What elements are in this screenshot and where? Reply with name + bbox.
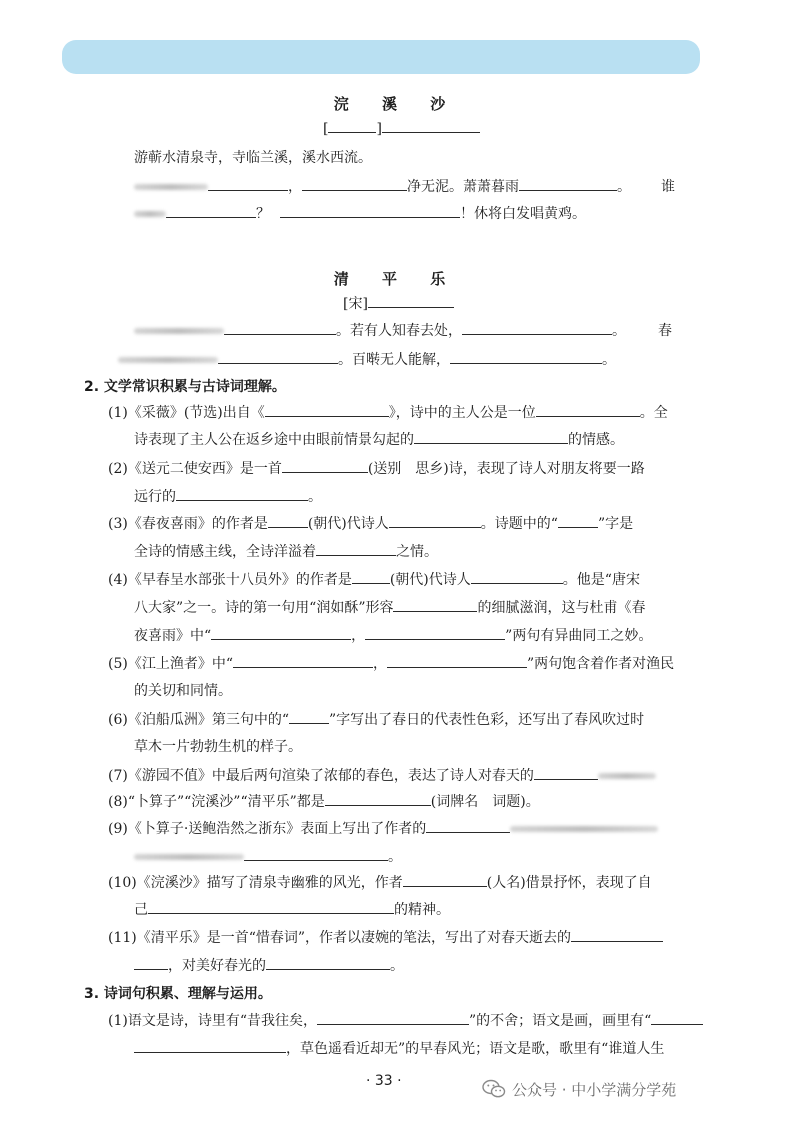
answer-blank[interactable] bbox=[651, 1010, 703, 1025]
question-10-cont: 己 的精神。 bbox=[134, 899, 450, 920]
page-number: · 33 · bbox=[366, 1073, 402, 1089]
answer-blank[interactable] bbox=[166, 203, 256, 218]
answer-blank[interactable] bbox=[414, 429, 568, 444]
watermark bbox=[482, 1078, 676, 1100]
question-11-cont: ，对美好春光的 。 bbox=[134, 955, 404, 976]
answer-blank[interactable] bbox=[134, 1038, 286, 1053]
answer-blank[interactable] bbox=[365, 625, 505, 640]
answer-blank[interactable] bbox=[389, 513, 481, 528]
answer-blank[interactable] bbox=[266, 955, 390, 970]
answer-blank[interactable] bbox=[519, 176, 617, 191]
poem1-line-1: ， 净无泥。萧萧暮雨 。 谁 bbox=[134, 176, 675, 197]
answer-blank[interactable] bbox=[233, 653, 373, 668]
answer-blank[interactable] bbox=[302, 176, 407, 191]
question-3: (3)《春夜喜雨》的作者是 (朝代)代诗人 。诗题中的“ ”字是 bbox=[108, 513, 633, 534]
question-6: (6)《泊船瓜洲》第三句中的“ ”字写出了春日的代表性色彩，还写出了春风吹过时 bbox=[108, 709, 644, 730]
author-line-1: [ ] bbox=[323, 118, 480, 139]
question-3-cont: 全诗的情感主线，全诗洋溢着 之情。 bbox=[134, 541, 438, 562]
answer-blank[interactable] bbox=[317, 1010, 469, 1025]
answer-blank[interactable] bbox=[176, 486, 308, 501]
header-banner bbox=[62, 40, 700, 74]
answer-blank[interactable] bbox=[265, 402, 389, 417]
section-heading-3: 3. 诗词句积累、理解与运用。 bbox=[84, 986, 272, 1002]
answer-blank[interactable] bbox=[571, 927, 663, 942]
blurred-text bbox=[118, 357, 218, 363]
answer-blank[interactable] bbox=[134, 955, 168, 970]
question-7: (7)《游园不值》中最后两句渲染了浓郁的春色，表达了诗人对春天的 bbox=[108, 765, 656, 786]
answer-blank[interactable] bbox=[387, 653, 527, 668]
poem2-line-1: 。若有人知春去处， 。 春 bbox=[134, 320, 672, 341]
answer-blank[interactable] bbox=[244, 846, 388, 861]
blurred-text bbox=[510, 826, 658, 832]
answer-blank[interactable] bbox=[352, 569, 390, 584]
wechat-icon bbox=[482, 1079, 506, 1099]
answer-blank[interactable] bbox=[426, 818, 510, 833]
answer-blank[interactable] bbox=[218, 349, 338, 364]
poem1-preface: 游蕲水清泉寺，寺临兰溪，溪水西流。 bbox=[134, 150, 372, 166]
author-blank[interactable] bbox=[368, 293, 454, 308]
question-3-1: (1)语文是诗，诗里有“昔我往矣， ”的不舍；语文是画，画里有“ bbox=[108, 1010, 703, 1031]
answer-blank[interactable] bbox=[462, 320, 612, 335]
answer-blank[interactable] bbox=[403, 872, 487, 887]
question-4-cont-1: 八大家”之一。诗的第一句用“润如酥”形容 的细腻滋润，这与杜甫《春 bbox=[134, 597, 645, 618]
section-heading-2: 2. 文学常识积累与古诗词理解。 bbox=[84, 379, 286, 395]
author-line-2: [宋] bbox=[343, 293, 454, 314]
answer-blank[interactable] bbox=[280, 203, 460, 218]
blurred-text bbox=[134, 328, 224, 334]
question-4-cont-2: 夜喜雨》中“ ， ”两句有异曲同工之妙。 bbox=[134, 625, 652, 646]
poem1-line-2: ？ ！休将白发唱黄鸡。 bbox=[134, 203, 586, 224]
answer-blank[interactable] bbox=[558, 513, 598, 528]
answer-blank[interactable] bbox=[282, 458, 368, 473]
question-8: (8)“卜算子”“浣溪沙”“清平乐”都是 (词牌名 词题)。 bbox=[108, 791, 540, 812]
answer-blank[interactable] bbox=[325, 791, 431, 806]
question-11: (11)《清平乐》是一首“惜春词”，作者以凄婉的笔法，写出了对春天逝去的 bbox=[108, 927, 663, 948]
dynasty-blank[interactable] bbox=[328, 118, 376, 133]
answer-blank[interactable] bbox=[208, 176, 288, 191]
answer-blank[interactable] bbox=[471, 569, 563, 584]
question-2: (2)《送元二使安西》是一首 (送别 思乡)诗，表现了诗人对朋友将要一路 bbox=[108, 458, 645, 479]
blurred-text bbox=[134, 184, 208, 190]
answer-blank[interactable] bbox=[148, 899, 394, 914]
answer-blank[interactable] bbox=[534, 765, 598, 780]
poem-title-qingpingle: 清 平 乐 bbox=[333, 270, 460, 288]
author-blank[interactable] bbox=[382, 118, 480, 133]
question-5: (5)《江上渔者》中“ ， ”两句饱含着作者对渔民 bbox=[108, 653, 674, 674]
question-6-cont: 草木一片勃勃生机的样子。 bbox=[134, 739, 302, 755]
question-3-1-cont: ，草色遥看近却无”的早春风光；语文是歌，歌里有“谁道人生 bbox=[134, 1038, 664, 1059]
answer-blank[interactable] bbox=[268, 513, 308, 528]
question-10: (10)《浣溪沙》描写了清泉寺幽雅的风光，作者 (人名)借景抒怀，表现了自 bbox=[108, 872, 652, 893]
answer-blank[interactable] bbox=[536, 402, 640, 417]
question-9-cont: 。 bbox=[134, 846, 402, 867]
blurred-text bbox=[134, 211, 166, 217]
answer-blank[interactable] bbox=[316, 541, 396, 556]
question-4: (4)《早春呈水部张十八员外》的作者是 (朝代)代诗人 。他是“唐宋 bbox=[108, 569, 640, 590]
answer-blank[interactable] bbox=[224, 320, 336, 335]
blurred-text bbox=[598, 773, 656, 779]
question-5-cont: 的关切和同情。 bbox=[134, 683, 232, 699]
blurred-text bbox=[134, 854, 244, 860]
answer-blank[interactable] bbox=[289, 709, 329, 724]
answer-blank[interactable] bbox=[393, 597, 477, 612]
question-1: (1)《采薇》(节选)出自《 》，诗中的主人公是一位 。全 bbox=[108, 402, 668, 423]
poem2-line-2: 。百啭无人能解， 。 bbox=[118, 349, 616, 370]
answer-blank[interactable] bbox=[450, 349, 602, 364]
question-2-cont: 远行的 。 bbox=[134, 486, 322, 507]
question-1-cont: 诗表现了主人公在返乡途中由眼前情景勾起的 的情感。 bbox=[134, 429, 624, 450]
question-9: (9)《卜算子·送鲍浩然之浙东》表面上写出了作者的 bbox=[108, 818, 658, 839]
poem-title-huanxisha: 浣 溪 沙 bbox=[333, 95, 460, 113]
answer-blank[interactable] bbox=[211, 625, 351, 640]
watermark-text: 公众号 · 中小学满分学苑 bbox=[512, 1080, 677, 1099]
